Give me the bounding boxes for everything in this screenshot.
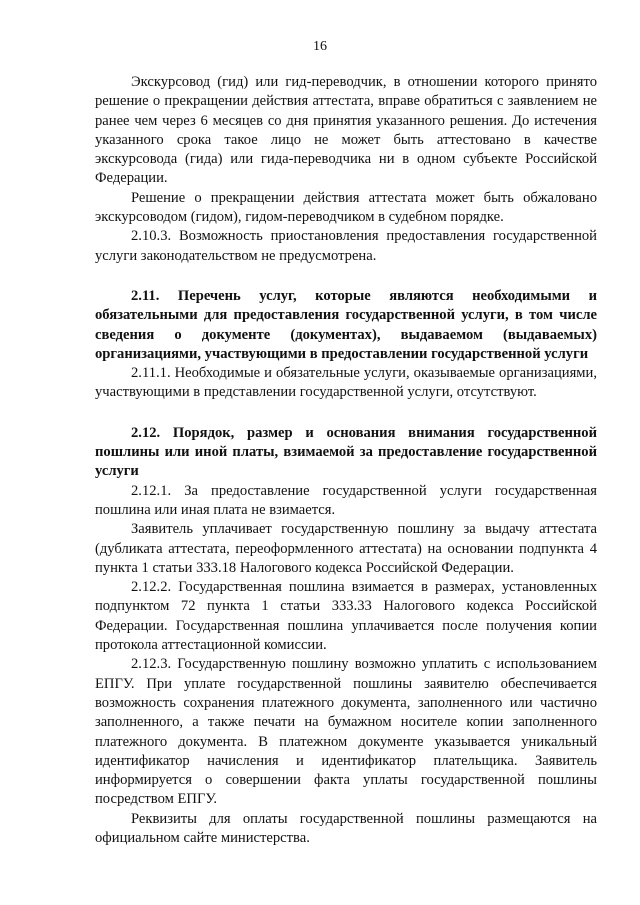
paragraph-2-12-2: 2.12.2. Государственная пошлина взимается в размерах, установленных подпунктом 72 пункта 1 статьи 333.33 Налогового кодекса Российской Федерации. Государственная пошлина уплачивается после получения копии протокола аттестационной комиссии. — [95, 579, 597, 654]
paragraph-2-11-1: 2.11.1. Необходимые и обязательные услуги, оказываемые организациями, участвующими в представлении государственной услуги, отсутствуют. — [95, 365, 597, 401]
section-heading-2-11: 2.11. Перечень услуг, которые являются необходимыми и обязательными для предоставления государственной услуги, в том числе сведения о документе (документах), выдаваемом (выдаваемых) организациями, участвующими в предоставлении государственной услуги — [95, 287, 597, 362]
paragraph-2-10-3: 2.10.3. Возможность приостановления предоставления государственной услуги законодательством не предусмотрена. — [95, 228, 597, 264]
paragraph-fee-basis: Заявитель уплачивает государственную пошлину за выдачу аттестата (дубликата аттестата, переоформленного аттестата) на основании подпункта 4 пункта 1 статьи 333.18 Налогового кодекса Российской Федерации. — [95, 521, 597, 576]
section-heading-2-12: 2.12. Порядок, размер и основания внимания государственной пошлины или иной платы, взимаемой за предоставление государственной услуги — [95, 424, 597, 480]
paragraph-attestation-reapply: Экскурсовод (гид) или гид-переводчик, в отношении которого принято решение о прекращении действия аттестата, вправе обратиться с заявлением не ранее чем через 6 месяцев со дня принятия указанного решения. До истечения указанного срока такое лицо не может быть аттестовано в качестве экскурсовода (гида) или гида-переводчика ни в одном субъекте Российской Федерации. — [95, 74, 597, 187]
paragraph-payment-details: Реквизиты для оплаты государственной пошлины размещаются на официальном сайте министерства. — [95, 810, 597, 846]
paragraph-2-12-3: 2.12.3. Государственную пошлину возможно уплатить с использованием ЕПГУ. При уплате государственной пошлины заявителю обеспечивается возможность сохранения платежного документа, заполненного или частично заполненного, а также печати на бумажном носителе копии заполненного платежного документа. В платежном документе указывается уникальный идентификатор начисления и идентификатор плательщика. Заявитель информируется о совершении факта уплаты государственной пошлины посредством ЕПГУ. — [95, 656, 597, 808]
paragraph-appeal: Решение о прекращении действия аттестата может быть обжаловано экскурсоводом (гидом), гидом-переводчиком в судебном порядке. — [95, 189, 597, 226]
page-number: 16 — [313, 39, 327, 54]
paragraph-2-12-1: 2.12.1. За предоставление государственной услуги государственная пошлина или иная плата не взимается. — [95, 482, 597, 518]
document-body — [95, 73, 597, 848]
